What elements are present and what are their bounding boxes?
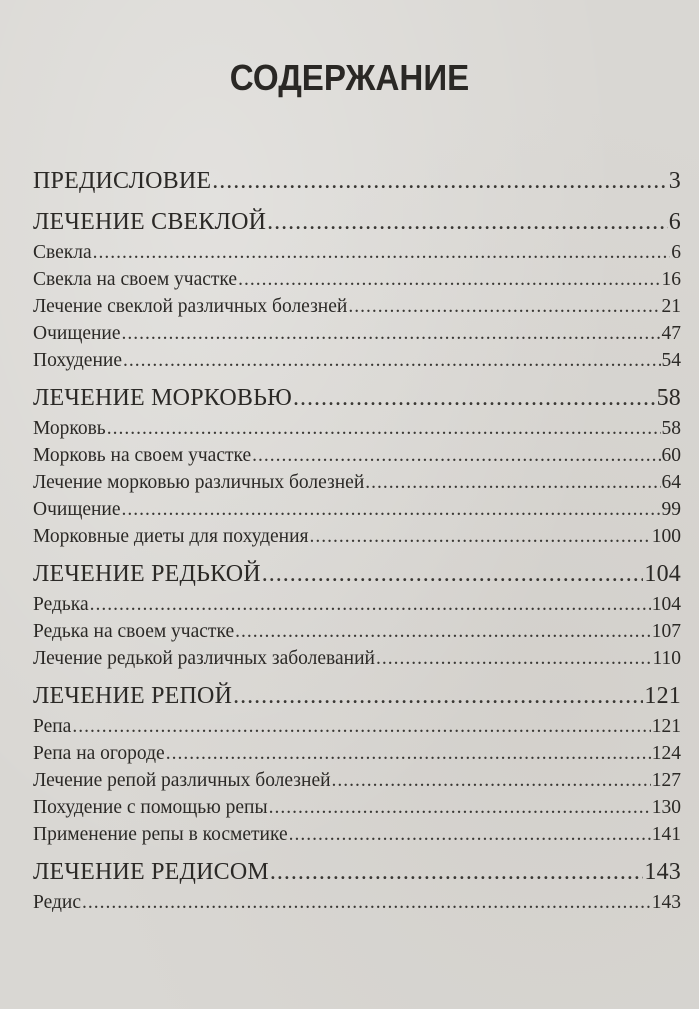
entry-title: Морковные диеты для похудения (33, 526, 309, 547)
leader-dots (72, 713, 650, 740)
leader-dots (212, 165, 668, 198)
leader-dots (365, 469, 660, 496)
leader-dots (90, 591, 651, 618)
leader-dots (233, 680, 643, 713)
toc-entry[interactable] (33, 794, 681, 821)
page-title: СОДЕРЖАНИЕ (229, 57, 470, 98)
toc-entry[interactable] (33, 618, 681, 645)
leader-dots (107, 415, 661, 442)
toc-section[interactable] (33, 165, 681, 198)
toc-entry[interactable] (33, 469, 681, 496)
section-title: ЛЕЧЕНИЕ РЕДИСОМ (33, 859, 269, 885)
section-title: ЛЕЧЕНИЕ РЕПОЙ (33, 683, 233, 709)
page-number: 6 (668, 209, 681, 235)
page-number: 121 (644, 683, 681, 709)
entry-title: Применение репы в косметике (33, 824, 288, 845)
entry-title: Репа (33, 716, 72, 737)
leader-dots (166, 740, 651, 767)
section-title: ПРЕДИСЛОВИЕ (33, 168, 212, 194)
entry-title: Лечение редькой различных заболеваний (33, 648, 375, 669)
toc-entry[interactable] (33, 740, 681, 767)
toc-entry[interactable] (33, 767, 681, 794)
page-number: 121 (651, 716, 681, 737)
page-number: 54 (661, 350, 681, 371)
page-number: 60 (661, 445, 681, 466)
page-number: 100 (651, 526, 681, 547)
entry-title: Морковь (33, 418, 106, 439)
leader-dots (82, 889, 651, 916)
toc-entry[interactable] (33, 713, 681, 740)
page-number: 130 (651, 797, 681, 818)
page-number: 143 (644, 859, 681, 885)
leader-dots (235, 618, 651, 645)
page-number: 104 (651, 594, 681, 615)
page-number: 64 (661, 472, 681, 493)
entry-title: Редька на своем участке (33, 621, 235, 642)
toc-entry[interactable] (33, 442, 681, 469)
leader-dots (293, 382, 656, 415)
entry-title: Похудение (33, 350, 122, 371)
entry-title: Лечение морковью различных болезней (33, 472, 365, 493)
page-number: 16 (661, 269, 681, 290)
entry-title: Редис (33, 892, 81, 913)
section-title: ЛЕЧЕНИЕ СВЕКЛОЙ (33, 209, 267, 235)
toc-entry[interactable] (33, 320, 681, 347)
toc-entry[interactable] (33, 293, 681, 320)
entry-title: Свекла на своем участке (33, 269, 238, 290)
page-number: 127 (651, 770, 681, 791)
table-of-contents (33, 165, 681, 916)
page-number: 143 (651, 892, 681, 913)
toc-entry[interactable] (33, 347, 681, 374)
leader-dots (269, 794, 651, 821)
page-number: 104 (644, 561, 681, 587)
page-number: 107 (651, 621, 681, 642)
toc-section[interactable] (33, 856, 681, 889)
toc-section[interactable] (33, 206, 681, 239)
entry-title: Очищение (33, 499, 121, 520)
leader-dots (310, 523, 651, 550)
toc-entry[interactable] (33, 645, 681, 672)
leader-dots (332, 767, 651, 794)
toc-entry[interactable] (33, 415, 681, 442)
toc-entry[interactable] (33, 239, 681, 266)
entry-title: Очищение (33, 323, 121, 344)
page-number: 124 (651, 743, 681, 764)
section-title: ЛЕЧЕНИЕ РЕДЬКОЙ (33, 561, 261, 587)
leader-dots (289, 821, 651, 848)
leader-dots (122, 496, 661, 523)
page-number: 21 (661, 296, 681, 317)
page-number: 6 (671, 242, 681, 263)
toc-entry[interactable] (33, 523, 681, 550)
page-number: 58 (656, 385, 681, 411)
page-number: 110 (652, 648, 681, 669)
entry-title: Редька (33, 594, 89, 615)
leader-dots (376, 645, 652, 672)
toc-section[interactable] (33, 680, 681, 713)
leader-dots (238, 266, 660, 293)
entry-title: Свекла (33, 242, 92, 263)
leader-dots (262, 558, 644, 591)
leader-dots (122, 320, 661, 347)
toc-entry[interactable] (33, 496, 681, 523)
page-number: 3 (668, 168, 681, 194)
toc-entry[interactable] (33, 266, 681, 293)
page-number: 47 (661, 323, 681, 344)
page-number: 141 (651, 824, 681, 845)
leader-dots (267, 206, 668, 239)
entry-title: Репа на огороде (33, 743, 165, 764)
entry-title: Морковь на своем участке (33, 445, 252, 466)
page-number: 99 (661, 499, 681, 520)
section-title: ЛЕЧЕНИЕ МОРКОВЬЮ (33, 385, 292, 411)
leader-dots (93, 239, 671, 266)
entry-title: Лечение свеклой различных болезней (33, 296, 348, 317)
toc-section[interactable] (33, 382, 681, 415)
toc-entry[interactable] (33, 821, 681, 848)
leader-dots (270, 856, 643, 889)
toc-entry[interactable] (33, 889, 681, 916)
entry-title: Лечение репой различных болезней (33, 770, 331, 791)
leader-dots (252, 442, 660, 469)
toc-section[interactable] (33, 558, 681, 591)
entry-title: Похудение с помощью репы (33, 797, 268, 818)
toc-entry[interactable] (33, 591, 681, 618)
page-number: 58 (661, 418, 681, 439)
leader-dots (123, 347, 661, 374)
leader-dots (348, 293, 660, 320)
